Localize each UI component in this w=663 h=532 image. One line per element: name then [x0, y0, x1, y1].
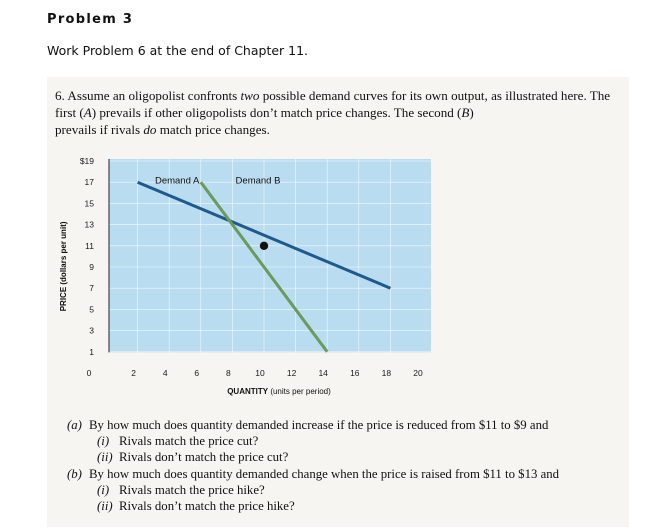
problem-instruction: Work Problem 6 at the end of Chapter 11.	[47, 43, 309, 58]
question-label: (a)	[67, 418, 82, 432]
question-text: By how much does quantity demanded change when the price is raised from $11 to $13 and	[89, 466, 560, 481]
question-a	[67, 417, 627, 433]
intro-emphasis: A	[83, 105, 92, 120]
subquestion-text: Rivals don’t match the price cut?	[119, 450, 289, 465]
demand-a-label: Demand A	[154, 175, 200, 187]
subquestion-label: (i)	[97, 434, 110, 449]
intro-part: match price changes.	[156, 122, 270, 137]
intro-emphasis: two	[240, 88, 260, 103]
x-axis-title-bold: QUANTITY	[227, 387, 269, 396]
subquestion-label: (ii)	[97, 499, 113, 514]
y-axis-title: PRICE (dollars per unit)	[59, 221, 68, 312]
y-tick-label: 5	[89, 304, 94, 315]
problem-number: 6.	[55, 88, 65, 103]
demand-b-label: Demand B	[235, 175, 281, 187]
demand-curves-chart	[47, 149, 629, 404]
question-b-ii	[67, 498, 627, 514]
x-tick-label: 12	[286, 368, 297, 378]
y-tick-label: $19	[79, 156, 94, 166]
x-tick-label: 18	[381, 368, 392, 378]
y-tick-label: 3	[89, 325, 94, 336]
subquestion-text: Rivals don’t match the price hike?	[119, 499, 295, 514]
intro-emphasis: do	[143, 122, 157, 137]
x-tick-label: 16	[350, 368, 360, 378]
intro-part: ) prevails if other oligopolists don’t match price changes. The second (	[91, 105, 462, 120]
subquestion-text: Rivals match the price cut?	[119, 434, 259, 449]
subquestion-text: Rivals match the price hike?	[119, 482, 265, 497]
x-tick-label: 14	[318, 368, 328, 378]
intro-emphasis: B	[461, 105, 470, 120]
x-tick-label: 2	[131, 368, 136, 378]
y-tick-label: 1	[89, 346, 94, 357]
x-tick-label: 8	[226, 368, 231, 378]
x-tick-label: 6	[194, 368, 200, 378]
question-a-i	[67, 433, 627, 449]
intersection-point	[260, 242, 268, 250]
x-axis-title	[227, 387, 331, 396]
y-tick-label: 15	[84, 198, 94, 209]
y-tick-label: 7	[89, 283, 94, 294]
problem-intro	[55, 87, 625, 138]
x-tick-label: 10	[255, 368, 265, 378]
x-tick-label: 20	[413, 368, 423, 378]
question-text: By how much does quantity demanded increase if the price is reduced from $11 to $9 and	[89, 418, 549, 432]
x-tick-label: 0	[86, 368, 92, 378]
intro-part: prevails if rivals	[55, 122, 144, 137]
intro-part: )	[469, 105, 474, 120]
textbook-excerpt	[47, 77, 629, 527]
questions-list	[67, 417, 627, 514]
question-b	[67, 466, 627, 482]
intro-part: Assume an oligopolist confronts	[67, 88, 241, 103]
question-b-i	[67, 482, 627, 498]
plot-background	[109, 159, 431, 352]
intro-part: possible demand curves for its own output, as illustrated here. The first (	[55, 88, 611, 120]
y-tick-label: 9	[89, 262, 94, 272]
y-tick-label: 11	[85, 240, 94, 251]
y-tick-label: 13	[84, 219, 94, 230]
x-axis-title-rest: (units per period)	[268, 387, 331, 396]
problem-heading: Problem 3	[47, 12, 134, 27]
x-tick-label: 4	[162, 368, 168, 378]
question-label: (b)	[67, 466, 82, 481]
y-tick-label: 17	[84, 177, 94, 188]
subquestion-label: (ii)	[97, 450, 113, 465]
question-a-ii	[67, 449, 627, 465]
subquestion-label: (i)	[97, 482, 110, 497]
